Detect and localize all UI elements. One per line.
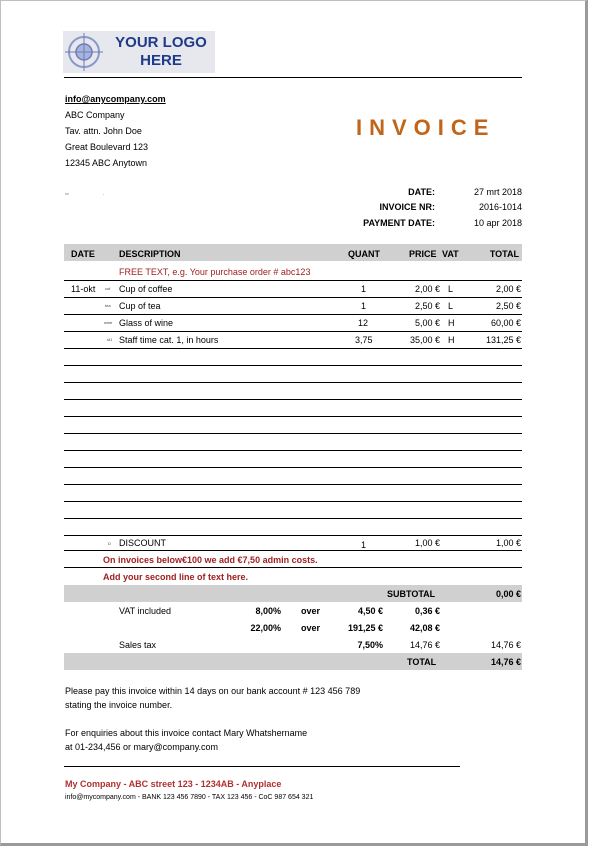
sales-tax-total: 14,76 € bbox=[490, 640, 521, 650]
sales-tax-label: Sales tax bbox=[119, 640, 157, 650]
row-divider bbox=[64, 550, 522, 551]
logo-line-1: YOUR LOGO bbox=[115, 34, 207, 51]
row-description: Cup of coffee bbox=[119, 284, 173, 294]
invoice-nr-value: 2016-1014 bbox=[478, 202, 522, 212]
free-text: FREE TEXT, e.g. Your purchase order # abc123 bbox=[119, 267, 311, 277]
payment-date-label: PAYMENT DATE: bbox=[363, 218, 435, 228]
col-price-header: PRICE bbox=[409, 249, 437, 259]
admin-cost-note: On invoices below€100 we add €7,50 admin costs. bbox=[103, 555, 318, 565]
row-description: Glass of wine bbox=[119, 318, 174, 328]
second-line-note: Add your second line of text here. bbox=[103, 572, 249, 582]
vat-included-label: VAT included bbox=[119, 606, 172, 616]
vat-rate: 8,00% bbox=[255, 606, 281, 616]
vat-amount: 42,08 € bbox=[409, 623, 440, 633]
row-divider bbox=[64, 467, 522, 468]
vat-over: over bbox=[301, 606, 321, 616]
date-label: DATE: bbox=[408, 187, 435, 197]
row-price: 2,00 € bbox=[414, 284, 440, 294]
row-code: tea bbox=[105, 303, 111, 308]
row-total: 131,25 € bbox=[485, 335, 521, 345]
discount-code: D bbox=[108, 541, 111, 546]
row-divider bbox=[64, 348, 522, 349]
col-vat-header: VAT bbox=[442, 249, 459, 259]
total-value: 14,76 € bbox=[490, 657, 521, 667]
vat-over: over bbox=[301, 623, 321, 633]
row-divider bbox=[64, 280, 522, 281]
row-quant: 1 bbox=[361, 301, 367, 311]
row-divider bbox=[64, 365, 522, 366]
tiny-mark: ▭ bbox=[65, 191, 69, 196]
row-divider bbox=[64, 433, 522, 434]
vat-amount: 0,36 € bbox=[414, 606, 440, 616]
footer-divider bbox=[64, 766, 460, 767]
row-total: 2,00 € bbox=[495, 284, 521, 294]
sender-street: Great Boulevard 123 bbox=[65, 142, 149, 152]
row-divider bbox=[64, 331, 522, 332]
invoice-nr-label: INVOICE NR: bbox=[379, 202, 435, 212]
row-vat: H bbox=[448, 318, 455, 328]
row-divider bbox=[64, 382, 522, 383]
discount-quant: 1 bbox=[361, 540, 367, 550]
payment-instructions-line1: Please pay this invoice within 14 days on our bank account # 123 456 789 bbox=[65, 686, 361, 696]
subtotal-band bbox=[64, 585, 522, 602]
row-date: 11-okt bbox=[71, 284, 96, 294]
col-quant-header: QUANT bbox=[348, 249, 380, 259]
row-divider bbox=[64, 535, 522, 536]
enquiries-line2: at 01-234,456 or mary@company.com bbox=[65, 742, 219, 752]
sender-attn: Tav. attn. John Doe bbox=[65, 126, 142, 136]
header-divider bbox=[64, 77, 522, 78]
invoice-title: INVOICE bbox=[356, 115, 496, 140]
col-total-header: TOTAL bbox=[489, 249, 519, 259]
row-vat: H bbox=[448, 335, 455, 345]
row-price: 35,00 € bbox=[409, 335, 440, 345]
row-vat: L bbox=[448, 284, 454, 294]
discount-description: DISCOUNT bbox=[119, 538, 166, 548]
company-logo bbox=[63, 31, 215, 73]
row-code: cof bbox=[105, 286, 111, 291]
row-vat: L bbox=[448, 301, 454, 311]
row-divider bbox=[64, 297, 522, 298]
enquiries-line1: For enquiries about this invoice contact Mary Whatshername bbox=[65, 728, 308, 738]
row-divider bbox=[64, 501, 522, 502]
col-description-header: DESCRIPTION bbox=[119, 249, 181, 259]
footer-details: info@mycompany.com - BANK 123 456 7890 - TAX 123 456 - CoC 987 654 321 bbox=[65, 794, 314, 801]
row-quant: 12 bbox=[358, 318, 369, 328]
row-divider bbox=[64, 416, 522, 417]
row-divider bbox=[64, 314, 522, 315]
logo-text bbox=[109, 34, 213, 70]
sender-email[interactable]: info@anycompany.com bbox=[65, 94, 166, 104]
row-code: st1 bbox=[107, 337, 113, 342]
sender-city: 12345 ABC Anytown bbox=[65, 158, 148, 168]
row-description: Cup of tea bbox=[119, 301, 161, 311]
row-total: 2,50 € bbox=[495, 301, 521, 311]
row-quant: 1 bbox=[361, 284, 367, 294]
vat-rate: 22,00% bbox=[250, 623, 281, 633]
sales-tax-base: 14,76 € bbox=[409, 640, 440, 650]
row-price: 5,00 € bbox=[414, 318, 440, 328]
total-label: TOTAL bbox=[407, 657, 437, 667]
row-divider bbox=[64, 518, 522, 519]
vat-base: 4,50 € bbox=[357, 606, 383, 616]
row-divider bbox=[64, 484, 522, 485]
row-quant: 3,75 bbox=[355, 335, 373, 345]
subtotal-label: SUBTOTAL bbox=[387, 589, 436, 599]
footer-company: My Company - ABC street 123 - 1234AB - Anyplace bbox=[65, 779, 282, 789]
row-divider bbox=[64, 567, 522, 568]
payment-date-value: 10 apr 2018 bbox=[473, 218, 522, 228]
logo-line-2: HERE bbox=[140, 52, 182, 69]
tiny-mark: - bbox=[103, 191, 105, 196]
row-divider bbox=[64, 450, 522, 451]
row-description: Staff time cat. 1, in hours bbox=[119, 335, 219, 345]
sales-tax-rate: 7,50% bbox=[357, 640, 383, 650]
vat-base: 191,25 € bbox=[347, 623, 383, 633]
row-total: 60,00 € bbox=[490, 318, 521, 328]
subtotal-value: 0,00 € bbox=[495, 589, 521, 599]
row-divider bbox=[64, 399, 522, 400]
crosshair-logo-icon bbox=[65, 33, 103, 71]
total-band bbox=[64, 653, 522, 670]
row-price: 2,50 € bbox=[414, 301, 440, 311]
date-value: 27 mrt 2018 bbox=[473, 187, 522, 197]
discount-price: 1,00 € bbox=[414, 538, 440, 548]
row-code: wine bbox=[104, 320, 113, 325]
col-date-header: DATE bbox=[71, 249, 95, 259]
sender-company: ABC Company bbox=[65, 110, 125, 120]
payment-instructions-line2: stating the invoice number. bbox=[65, 700, 173, 710]
discount-total: 1,00 € bbox=[495, 538, 521, 548]
